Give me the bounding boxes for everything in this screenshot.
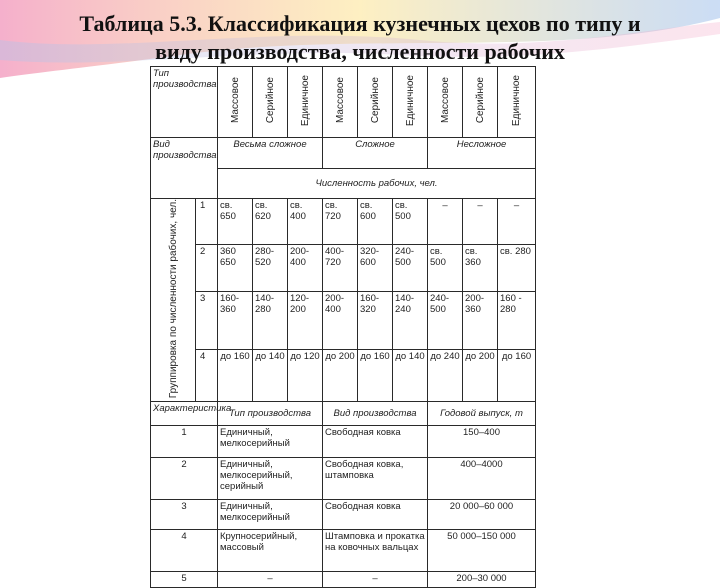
slide-title xyxy=(10,10,710,64)
char-type: Единичный, мелкосерийный xyxy=(218,500,323,530)
table-cell: 400- 720 xyxy=(323,245,358,291)
complexity-complex: Сложное xyxy=(323,138,428,169)
complexity-very-complex: Весьма сложное xyxy=(218,138,323,169)
type-col-3: Единичное xyxy=(288,67,323,138)
classification-table-scan xyxy=(150,66,535,585)
char-output: 200–30 000 xyxy=(428,572,536,588)
table-cell: 280- 520 xyxy=(253,245,288,291)
table-cell: до 200 xyxy=(463,349,498,401)
table-cell: 160- 320 xyxy=(358,291,393,349)
table-cell: 120- 200 xyxy=(288,291,323,349)
char-type: – xyxy=(218,572,323,588)
table-cell: – xyxy=(428,199,463,245)
char-type: Крупносерийный, массовый xyxy=(218,530,323,572)
table-cell: 140- 280 xyxy=(253,291,288,349)
table-cell: 200- 360 xyxy=(463,291,498,349)
table-cell: св. 360 xyxy=(463,245,498,291)
group-row-3 xyxy=(151,291,536,349)
table-cell: 240- 500 xyxy=(393,245,428,291)
char-number: 5 xyxy=(151,572,218,588)
type-col-9: Единичное xyxy=(498,67,536,138)
char-view: Свободная ковка xyxy=(323,426,428,458)
char-output: 50 000–150 000 xyxy=(428,530,536,572)
group-row-4 xyxy=(151,349,536,401)
workers-header: Численность рабочих, чел. xyxy=(218,168,536,199)
table-cell: до 240 xyxy=(428,349,463,401)
table-cell: св. 600 xyxy=(358,199,393,245)
table-cell: до 120 xyxy=(288,349,323,401)
type-col-6: Единичное xyxy=(393,67,428,138)
char-view: Свободная ковка, штамповка xyxy=(323,458,428,500)
char-col-output: Годовой выпуск, т xyxy=(428,402,536,426)
char-col-view: Вид производства xyxy=(323,402,428,426)
table-cell: 320- 600 xyxy=(358,245,393,291)
table-cell: – xyxy=(463,199,498,245)
char-output: 400–4000 xyxy=(428,458,536,500)
group-row-1 xyxy=(151,199,536,245)
char-number: 2 xyxy=(151,458,218,500)
type-col-7: Массовое xyxy=(428,67,463,138)
char-output: 20 000–60 000 xyxy=(428,500,536,530)
table-cell: 160- 360 xyxy=(218,291,253,349)
char-number: 4 xyxy=(151,530,218,572)
table-cell: 160 - 280 xyxy=(498,291,536,349)
type-col-5: Серийное xyxy=(358,67,393,138)
type-col-1: Массовое xyxy=(218,67,253,138)
table-cell: св. 500 xyxy=(393,199,428,245)
header-row-complexity xyxy=(151,138,536,169)
group-number: 2 xyxy=(196,245,218,291)
type-header: Тип производства xyxy=(151,67,218,138)
char-row-4 xyxy=(151,530,536,572)
header-row-types xyxy=(151,67,536,138)
char-view: Свободная ковка xyxy=(323,500,428,530)
group-number: 3 xyxy=(196,291,218,349)
table-cell: св. 720 xyxy=(323,199,358,245)
table-cell: до 200 xyxy=(323,349,358,401)
char-type: Единичный, мелкосерийный xyxy=(218,426,323,458)
char-number: 3 xyxy=(151,500,218,530)
type-col-2: Серийное xyxy=(253,67,288,138)
char-row-1 xyxy=(151,426,536,458)
char-col-type: Тип производства xyxy=(218,402,323,426)
type-col-4: Массовое xyxy=(323,67,358,138)
char-row-5 xyxy=(151,572,536,588)
table-cell: св. 650 xyxy=(218,199,253,245)
table-cell: 240- 500 xyxy=(428,291,463,349)
table-cell: св. 500 xyxy=(428,245,463,291)
table-cell: до 160 xyxy=(358,349,393,401)
table-cell: св. 280 xyxy=(498,245,536,291)
char-number: 1 xyxy=(151,426,218,458)
char-view: – xyxy=(323,572,428,588)
view-header: Вид производства xyxy=(151,138,218,199)
classification-table xyxy=(150,66,536,588)
table-cell: до 140 xyxy=(253,349,288,401)
char-output: 150–400 xyxy=(428,426,536,458)
table-cell: св. 400 xyxy=(288,199,323,245)
table-cell: 360 650 xyxy=(218,245,253,291)
table-cell: до 140 xyxy=(393,349,428,401)
group-number: 4 xyxy=(196,349,218,401)
char-type: Единичный, мелкосерийный, серийный xyxy=(218,458,323,500)
char-view: Штамповка и прокатка на ковочных вальцах xyxy=(323,530,428,572)
title-line-1: Таблица 5.3. Классификация кузнечных цехов по типу и xyxy=(79,11,641,36)
type-col-8: Серийное xyxy=(463,67,498,138)
group-row-2 xyxy=(151,245,536,291)
table-cell: до 160 xyxy=(498,349,536,401)
char-header-row xyxy=(151,402,536,426)
title-line-2: виду производства, численности рабочих xyxy=(155,39,565,64)
table-cell: 200- 400 xyxy=(323,291,358,349)
table-cell: св. 620 xyxy=(253,199,288,245)
table-cell: 200- 400 xyxy=(288,245,323,291)
group-label: Группировка по численности рабочих, чел. xyxy=(151,199,196,402)
complexity-simple: Несложное xyxy=(428,138,536,169)
table-cell: до 160 xyxy=(218,349,253,401)
char-row-2 xyxy=(151,458,536,500)
table-cell: – xyxy=(498,199,536,245)
char-header: Характеристика xyxy=(151,402,218,426)
table-cell: 140- 240 xyxy=(393,291,428,349)
char-row-3 xyxy=(151,500,536,530)
group-number: 1 xyxy=(196,199,218,245)
